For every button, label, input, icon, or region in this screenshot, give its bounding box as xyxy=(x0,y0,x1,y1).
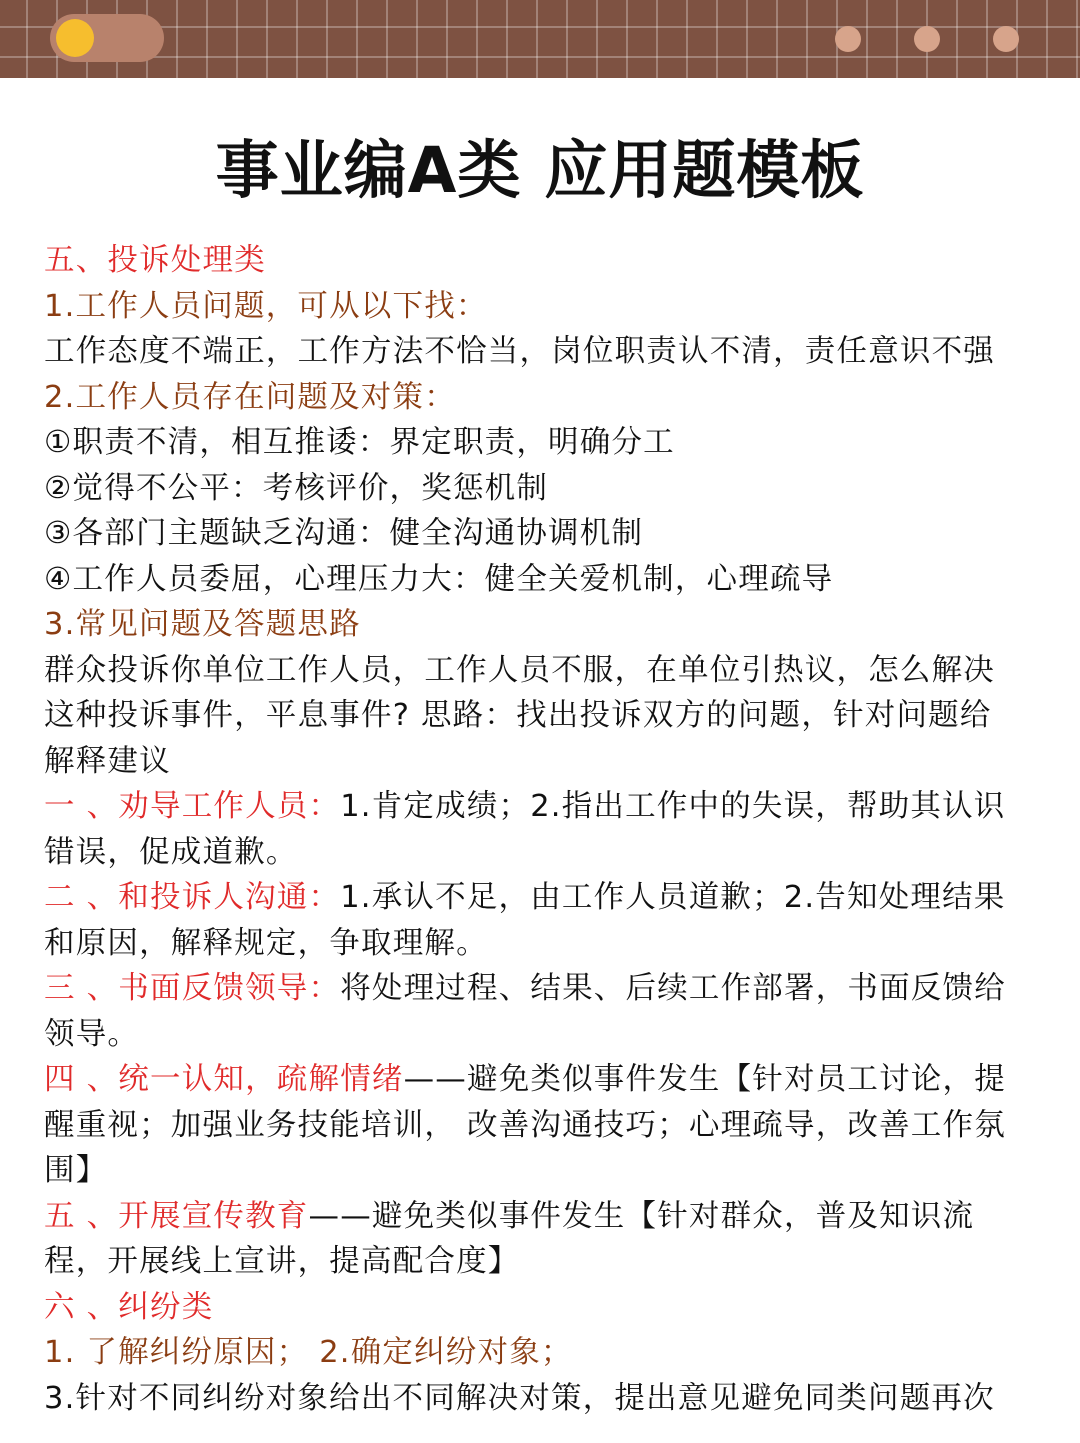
content-body xyxy=(44,238,1044,1421)
dot-icon xyxy=(835,26,861,52)
text-segment: 程，开展线上宣讲，提高配合度】 xyxy=(44,1244,520,1279)
text-line xyxy=(44,1012,1044,1058)
text-line xyxy=(44,784,1044,830)
text-line xyxy=(44,1103,1044,1149)
text-line xyxy=(44,1239,1044,1285)
text-segment: 这种投诉事件，平息事件? 思路：找出投诉双方的问题，针对问题给 xyxy=(44,698,992,733)
text-line xyxy=(44,1330,1044,1376)
text-segment: 三 、书面反馈领导： xyxy=(44,971,341,1006)
dot-icon xyxy=(914,26,940,52)
text-segment: 1.承认不足，由工作人员道歉；2.告知处理结果 xyxy=(340,880,1006,915)
text-line xyxy=(44,693,1044,739)
text-segment: 醒重视；加强业务技能培训， 改善沟通技巧；心理疏导，改善工作氛 xyxy=(44,1107,1006,1143)
text-segment: 五 、开展宣传教育 xyxy=(44,1198,309,1234)
text-segment: 六 、纠纷类 xyxy=(44,1289,214,1325)
text-line xyxy=(44,375,1044,421)
text-line xyxy=(44,921,1044,967)
text-line xyxy=(44,511,1044,557)
text-line xyxy=(44,420,1044,466)
text-segment: 3.针对不同纠纷对象给出不同解决对策，提出意见避免同类问题再次 xyxy=(44,1380,995,1416)
text-segment: 围】 xyxy=(44,1153,108,1188)
text-line xyxy=(44,466,1044,512)
text-segment: 一 、劝导工作人员： xyxy=(44,789,341,824)
text-segment: ③各部门主题缺乏沟通：健全沟通协调机制 xyxy=(44,516,644,551)
text-segment: 2.工作人员存在问题及对策： xyxy=(44,379,456,415)
text-segment: 领导。 xyxy=(44,1016,140,1052)
text-segment: 3.常见问题及答题思路 xyxy=(44,607,361,642)
text-segment: 解释建议 xyxy=(44,743,171,779)
text-line xyxy=(44,1057,1044,1103)
text-line xyxy=(44,875,1044,921)
decorative-header-bar xyxy=(0,0,1080,78)
dot-icon xyxy=(993,26,1019,52)
text-segment: 群众投诉你单位工作人员，工作人员不服，在单位引热议，怎么解决 xyxy=(44,652,995,688)
text-segment: 和原因，解释规定，争取理解。 xyxy=(44,925,488,961)
text-segment: 四 、统一认知，疏解情绪 xyxy=(44,1062,404,1097)
text-line xyxy=(44,238,1044,284)
toggle-decoration xyxy=(50,14,164,62)
text-segment: 1.肯定成绩；2.指出工作中的失误，帮助其认识 xyxy=(340,789,1006,824)
text-line xyxy=(44,1376,1044,1422)
text-segment: ①职责不清，相互推诿：界定职责，明确分工 xyxy=(44,425,675,460)
text-line xyxy=(44,284,1044,330)
text-segment: 1.工作人员问题，可从以下找： xyxy=(44,288,488,324)
text-line xyxy=(44,966,1044,1012)
text-line xyxy=(44,1285,1044,1331)
text-line xyxy=(44,739,1044,785)
text-segment: 将处理过程、结果、后续工作部署，书面反馈给 xyxy=(340,971,1006,1006)
text-segment: 五、投诉处理类 xyxy=(44,243,266,278)
text-segment: 工作态度不端正，工作方法不恰当，岗位职责认不清，责任意识不强 xyxy=(44,334,995,369)
text-segment: ②觉得不公平：考核评价，奖惩机制 xyxy=(44,470,549,506)
text-segment: 1. 了解纠纷原因； 2.确定纠纷对象； xyxy=(44,1335,573,1370)
toggle-knob-icon xyxy=(56,19,94,57)
text-line xyxy=(44,602,1044,648)
text-segment: 二 、和投诉人沟通： xyxy=(44,880,341,915)
text-segment: ——避免类似事件发生【针对群众，普及知识流 xyxy=(308,1198,975,1234)
text-line xyxy=(44,1194,1044,1240)
text-line xyxy=(44,1148,1044,1194)
text-line xyxy=(44,830,1044,876)
text-line xyxy=(44,557,1044,603)
text-segment: ——避免类似事件发生【针对员工讨论，提 xyxy=(403,1062,1006,1097)
text-segment: ④工作人员委屈，心理压力大：健全关爱机制，心理疏导 xyxy=(44,561,834,597)
page-title: 事业编A类 应用题模板 xyxy=(215,134,865,207)
text-line xyxy=(44,329,1044,375)
text-segment: 错误，促成道歉。 xyxy=(44,834,298,870)
text-line xyxy=(44,648,1044,694)
